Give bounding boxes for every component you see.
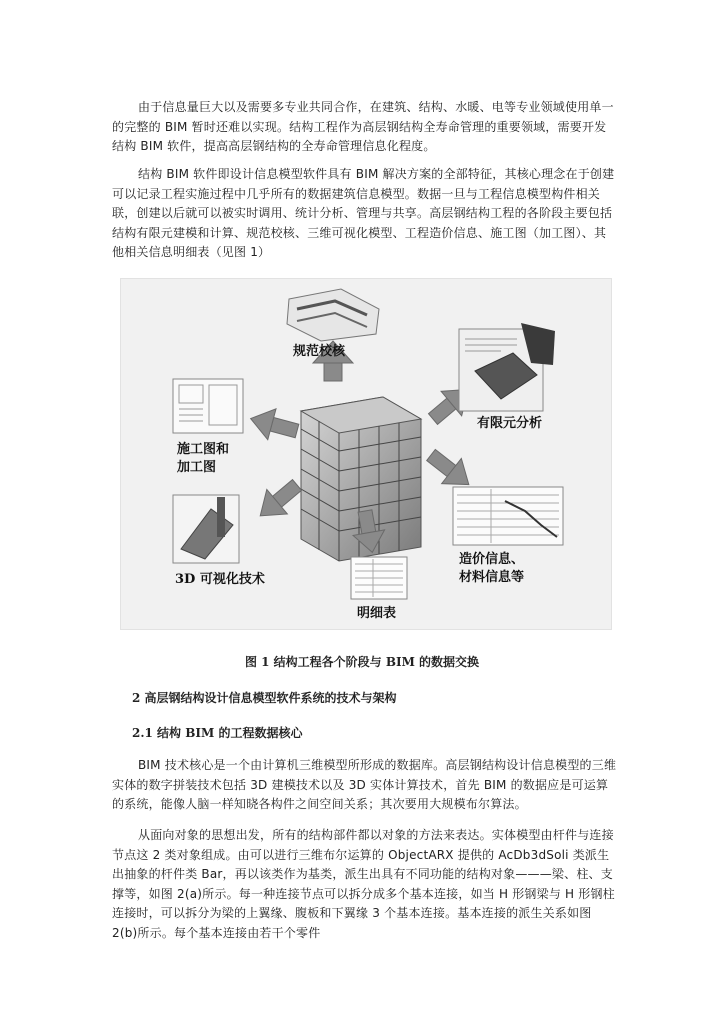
paragraph-object-oriented xyxy=(112,826,617,943)
paragraph-text: 由于信息量巨大以及需要多专业共同合作，在建筑、结构、水暖、电等专业领域使用单一的完整的 BIM 暂时还难以实现。结构工程作为高层钢结构全寿命管理的重要领域，需要开发结构 BIM 软件，提高高层钢结构的全寿命管理信息化程度。 xyxy=(112,100,614,153)
fem-image xyxy=(459,323,555,411)
label-schedule: 明细表 xyxy=(357,606,397,621)
label-cost-line1: 造价信息、 xyxy=(459,552,525,567)
section-heading-2-1: 2.1 结构 BIM 的工程数据核心 xyxy=(132,726,303,740)
label-visualization: 3D 可视化技术 xyxy=(175,572,265,587)
paragraph-structural-bim xyxy=(112,165,617,263)
section-heading-2: 2 高层钢结构设计信息模型软件系统的技术与架构 xyxy=(132,691,397,705)
label-cost-line2: 材料信息等 xyxy=(459,570,525,585)
schedule-image xyxy=(351,557,407,599)
paragraph-text: 从面向对象的思想出发，所有的结构部件都以对象的方法来表达。实体模型由杆件与连接节点这 2 类对象组成。由可以进行三维布尔运算的 ObjectARX 提供的 AcDb3dSoli 类派生出抽象的杆件类 Bar，再以该类作为基类，派生出具有不同功能的结构对象———梁、柱、支撑等，如图 2(a)所示。每一种连接节点可以拆分成多个基本连接，如当 H 形钢梁与 H 形钢柱连接时，可以拆分为梁的上翼缘、腹板和下翼缘 3 个基本连接。基本连接的派生关系如图 2(b)所示。每个基本连接由若干个零件 xyxy=(112,828,615,940)
figure-caption: 图 1 结构工程各个阶段与 BIM 的数据交换 xyxy=(244,655,480,669)
label-drawings xyxy=(177,441,229,477)
label-drawings-line1: 施工图和 xyxy=(177,442,230,457)
paragraph-bim-core xyxy=(112,756,617,815)
label-drawings-line2: 加工图 xyxy=(177,460,217,475)
label-cost-info xyxy=(459,551,524,587)
cost-info-image xyxy=(453,487,563,545)
paragraph-text: BIM 技术核心是一个由计算机三维模型所形成的数据库。高层钢结构设计信息模型的三维实体的数字拼装技术包括 3D 建模技术以及 3D 实体计算技术，首先 BIM 的数据应是可运算的系统，能像人脑一样知晓各构件之间空间关系；其次要用大规模布尔算法。 xyxy=(112,758,617,811)
figure-1-bim-data-exchange xyxy=(120,278,612,630)
label-fem: 有限元分析 xyxy=(477,416,543,431)
paragraph-text: 结构 BIM 软件即设计信息模型软件具有 BIM 解决方案的全部特征，其核心理念在于创建可以记录工程实施过程中几乎所有的数据建筑信息模型。数据一旦与工程信息模型构件相关联，创建以后就可以被实时调用、统计分析、管理与共享。高层钢结构工程的各阶段主要包括结构有限元建模和计算、规范校核、三维可视化模型、工程造价信息、施工图（加工图）、其他相关信息明细表（见图 1） xyxy=(112,167,615,259)
paragraph-bim-difficulty xyxy=(112,98,617,157)
label-code-check: 规范校核 xyxy=(293,344,346,359)
drawings-image xyxy=(173,379,243,433)
visualization-image xyxy=(173,495,239,563)
code-check-image xyxy=(287,289,379,341)
